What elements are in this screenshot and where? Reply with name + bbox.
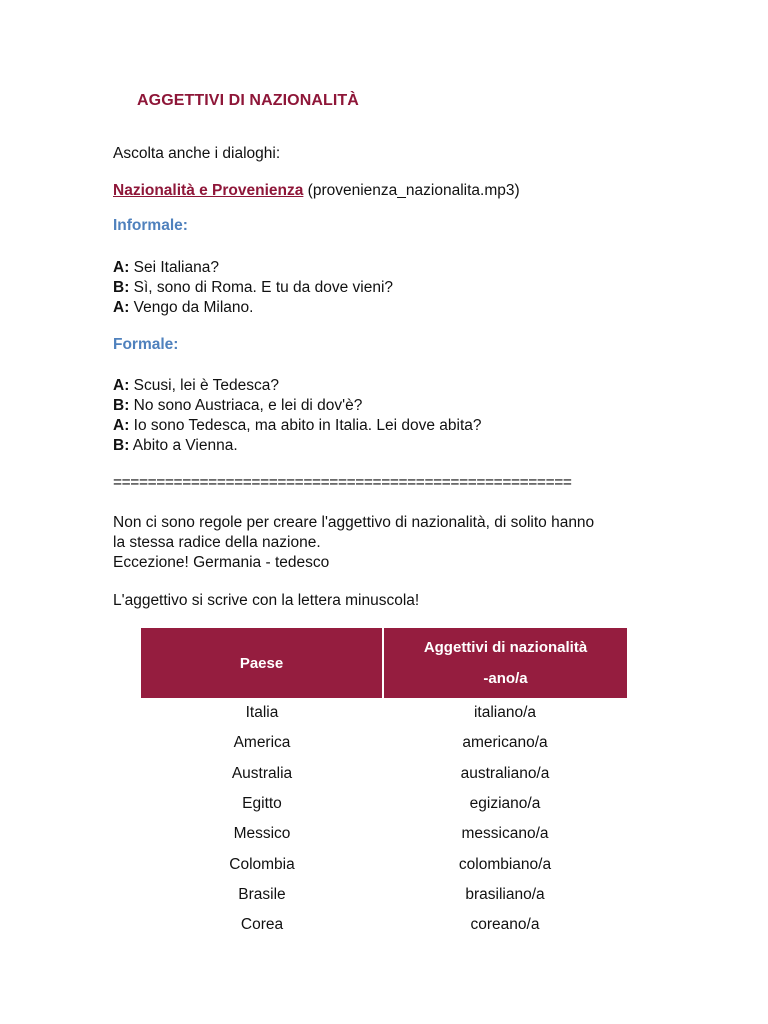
adjective-cell: americano/a	[462, 734, 548, 752]
formale-heading: Formale:	[113, 336, 179, 353]
speaker-label: A:	[113, 259, 130, 276]
table-row	[141, 910, 627, 940]
table-row	[141, 880, 627, 910]
dialogue-text: Sei Italiana?	[129, 259, 219, 276]
table-row	[141, 849, 627, 879]
dialogue-text: Vengo da Milano.	[129, 299, 254, 316]
dialogue-line	[113, 416, 482, 436]
speaker-label: A:	[113, 299, 130, 316]
rules-line: Non ci sono regole per creare l'aggettivo di nazionalità, di solito hanno	[113, 514, 595, 531]
audio-line	[113, 181, 520, 201]
lowercase-note: L'aggettivo si scrive con la lettera minuscola!	[113, 592, 420, 609]
speaker-label: B:	[113, 279, 130, 296]
country-cell: Australia	[231, 764, 293, 782]
dialogue-line	[113, 298, 393, 318]
country-cell: Corea	[240, 916, 284, 934]
table-row	[141, 819, 627, 849]
table-header-row	[141, 628, 627, 698]
dialogue-line	[113, 278, 393, 298]
header-aggettivi	[383, 628, 627, 698]
dialogue-line	[113, 396, 482, 416]
adjective-cell: australiano/a	[460, 764, 550, 782]
dialogue-text: Io sono Tedesca, ma abito in Italia. Lei dove abita?	[129, 417, 482, 434]
adjective-cell: messicano/a	[461, 825, 549, 843]
dialogue-text: Scusi, lei è Tedesca?	[129, 377, 279, 394]
adjective-cell: egiziano/a	[469, 795, 541, 813]
separator-line: =====================================================	[113, 474, 572, 491]
adjective-cell: coreano/a	[470, 916, 540, 934]
adjective-cell: colombiano/a	[458, 855, 552, 873]
header-aggettivi-title: Aggettivi di nazionalità	[423, 639, 588, 656]
adjective-cell: brasiliano/a	[465, 885, 545, 903]
audio-link[interactable]: Nazionalità e Provenienza	[113, 182, 304, 199]
dialogue-text: Sì, sono di Roma. E tu da dove vieni?	[129, 279, 394, 296]
dialogue-text: Abito a Vienna.	[129, 437, 238, 454]
dialogue-informale	[113, 258, 393, 318]
speaker-label: B:	[113, 397, 130, 414]
header-aggettivi-suffix: -ano/a	[483, 670, 528, 687]
intro-text: Ascolta anche i dialoghi:	[113, 145, 281, 162]
table-row	[141, 698, 627, 728]
audio-file-note: (provenienza_nazionalita.mp3)	[303, 182, 520, 199]
dialogue-formale	[113, 376, 482, 456]
adjective-cell: italiano/a	[473, 704, 537, 722]
table-row	[141, 728, 627, 758]
dialogue-line	[113, 258, 393, 278]
rules-text	[113, 513, 594, 573]
dialogue-text: No sono Austriaca, e lei di dov'è?	[129, 397, 363, 414]
country-cell: America	[233, 734, 291, 752]
country-cell: Brasile	[238, 885, 286, 903]
nationality-table	[141, 628, 627, 940]
table-row	[141, 759, 627, 789]
table-row	[141, 789, 627, 819]
speaker-label: A:	[113, 417, 130, 434]
header-paese: Paese	[141, 628, 383, 698]
country-cell: Egitto	[242, 795, 282, 813]
country-cell: Italia	[245, 704, 279, 722]
dialogue-line	[113, 376, 482, 396]
rules-line: la stessa radice della nazione.	[113, 534, 321, 551]
exception-line: Eccezione! Germania - tedesco	[113, 554, 330, 571]
dialogue-line	[113, 436, 482, 456]
page-title: AGGETTIVI DI NAZIONALITÀ	[137, 92, 359, 109]
speaker-label: B:	[113, 437, 130, 454]
informale-heading: Informale:	[113, 217, 188, 234]
country-cell: Messico	[233, 825, 291, 843]
country-cell: Colombia	[229, 855, 295, 873]
speaker-label: A:	[113, 377, 130, 394]
